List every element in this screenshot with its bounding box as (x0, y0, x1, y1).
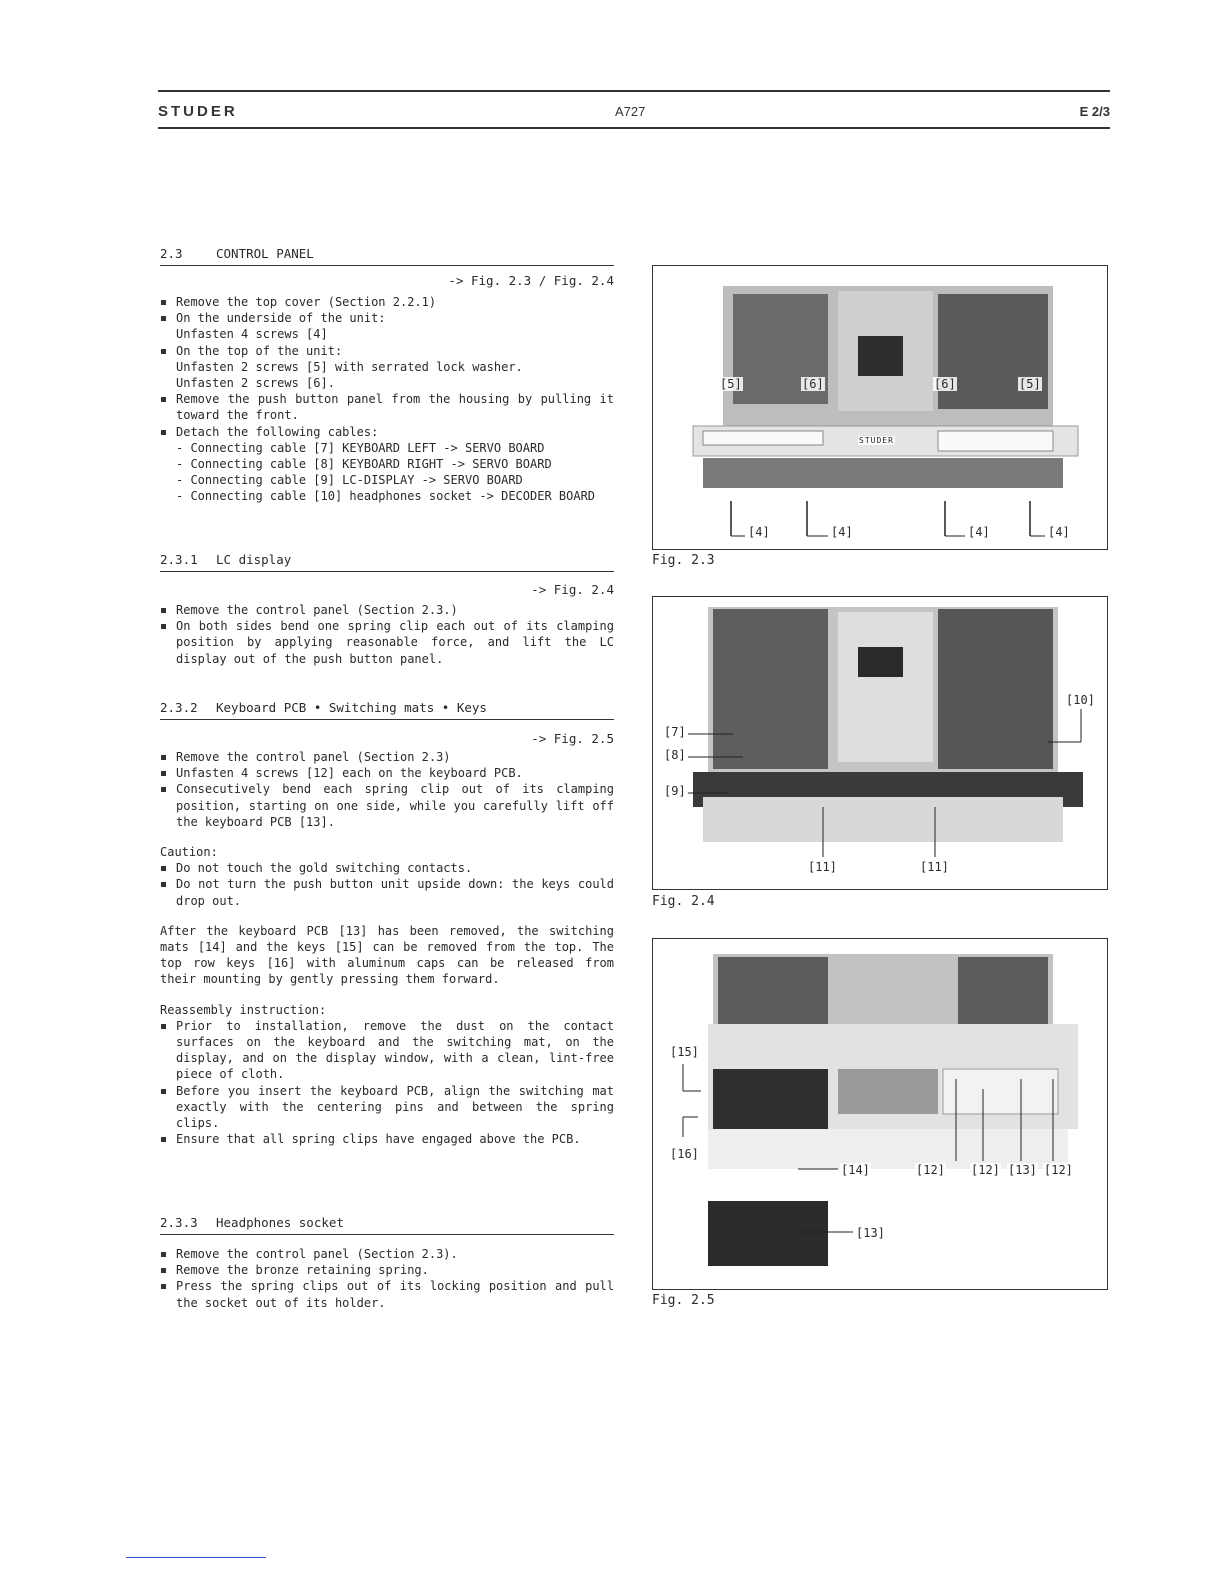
figure-2-5 (652, 938, 1108, 1290)
callout-label: [11] (808, 860, 837, 874)
section-number: 2.3.2 (160, 700, 198, 715)
figure-caption: Fig. 2.4 (652, 894, 715, 909)
item-text: Detach the following cables: (176, 424, 379, 439)
list-item: Remove the top cover (Section 2.2.1) (160, 294, 614, 310)
footer-link-line (126, 1557, 266, 1558)
section-number: 2.3.1 (160, 552, 198, 567)
section-2-3-body (160, 294, 614, 505)
list-item: Remove the bronze retaining spring. (160, 1262, 614, 1278)
list-item (160, 310, 614, 342)
section-title: CONTROL PANEL (216, 246, 314, 261)
reassembly-heading: Reassembly instruction: (160, 1002, 327, 1017)
callout-label: [10] (1066, 693, 1095, 707)
callout-label: [11] (920, 860, 949, 874)
list-item: Do not turn the push button unit upside down: the keys could drop out. (160, 876, 614, 908)
figure-2-3-photo (653, 266, 1107, 549)
list-item: On both sides bend one spring clip each out of its clamping position by applying reasonable force, and lift the LC display out of the push button panel. (160, 618, 614, 667)
cable-item: - Connecting cable [8] KEYBOARD RIGHT -> SERVO BOARD (176, 457, 552, 472)
header-bottom-rule (158, 127, 1110, 129)
callout-label: [9] (664, 784, 686, 798)
cable-item: - Connecting cable [7] KEYBOARD LEFT -> SERVO BOARD (176, 440, 545, 455)
callout-label: [4] (748, 525, 770, 539)
list-item (160, 424, 614, 505)
figure-reference: -> Fig. 2.3 / Fig. 2.4 (448, 273, 614, 288)
section-2-3-1-heading (160, 552, 614, 572)
caution-heading: Caution: (160, 845, 218, 860)
brand-logo: STUDER (158, 103, 238, 120)
callout-label: [12] (1044, 1163, 1073, 1177)
list-item: Ensure that all spring clips have engaged above the PCB. (160, 1131, 614, 1147)
callout-label: [8] (664, 748, 686, 762)
cable-item: - Connecting cable [10] headphones socket -> DECODER BOARD (176, 489, 596, 504)
item-subtext: Unfasten 4 screws [4] (176, 327, 328, 342)
callout-label: [13] (856, 1226, 885, 1240)
list-item: Consecutively bend each spring clip out of its clamping position, starting on one side, while you carefully lift off the keyboard PCB [13]. (160, 781, 614, 830)
callout-label: [6] (934, 377, 956, 391)
item-text: On the top of the unit: (176, 343, 343, 358)
figure-2-3 (652, 265, 1108, 550)
list-item: Press the spring clips out of its locking position and pull the socket out of its holder. (160, 1278, 614, 1310)
section-number: 2.3.3 (160, 1215, 198, 1230)
list-item: Do not touch the gold switching contacts. (160, 860, 614, 876)
figure-caption: Fig. 2.5 (652, 1293, 715, 1308)
section-2-3-3-body (160, 1246, 614, 1311)
list-item: Remove the push button panel from the housing by pulling it toward the front. (160, 391, 614, 423)
figure-2-4 (652, 596, 1108, 890)
figure-2-4-photo (653, 597, 1107, 889)
list-item: Prior to installation, remove the dust on the contact surfaces on the keyboard and the switching mat, on the display, and on the display window, with a clean, lint-free piece of cloth. (160, 1018, 614, 1083)
section-title: Keyboard PCB • Switching mats • Keys (216, 700, 487, 715)
section-title: LC display (216, 552, 292, 567)
figure-text: STUDER (859, 436, 894, 445)
callout-label: [15] (670, 1045, 699, 1059)
callout-label: [13] (1008, 1163, 1037, 1177)
figure-caption: Fig. 2.3 (652, 553, 715, 568)
figure-reference: -> Fig. 2.4 (531, 582, 614, 597)
header-top-rule (158, 90, 1110, 92)
figure-reference: -> Fig. 2.5 (531, 731, 614, 746)
callout-label: [4] (831, 525, 853, 539)
section-2-3-2-body (160, 749, 614, 1147)
item-subtext: Unfasten 2 screws [6]. (176, 376, 335, 391)
callout-label: [5] (720, 377, 742, 391)
callout-label: [7] (664, 725, 686, 739)
callout-label: [12] (971, 1163, 1000, 1177)
section-title: Headphones socket (216, 1215, 344, 1230)
paragraph: After the keyboard PCB [13] has been removed, the switching mats [14] and the keys [15] can be removed from the top. The top row keys [16] with aluminum caps can be released from their mounting by gently pressing them forward. (160, 923, 614, 987)
callout-label: [12] (916, 1163, 945, 1177)
callout-label: [6] (802, 377, 824, 391)
callout-label: [16] (670, 1147, 699, 1161)
page-number: E 2/3 (1079, 104, 1110, 119)
model-name: A727 (615, 104, 646, 119)
list-item: Remove the control panel (Section 2.3) (160, 749, 614, 765)
section-number: 2.3 (160, 246, 183, 261)
callout-label: [4] (968, 525, 990, 539)
cable-item: - Connecting cable [9] LC-DISPLAY -> SERVO BOARD (176, 473, 523, 488)
section-2-3-1-body (160, 602, 614, 667)
list-item: Remove the control panel (Section 2.3). (160, 1246, 614, 1262)
section-2-3-2-heading (160, 700, 614, 720)
list-item (160, 343, 614, 392)
item-subtext: Unfasten 2 screws [5] with serrated lock washer. (176, 359, 523, 374)
section-2-3-3-heading (160, 1215, 614, 1235)
list-item: Unfasten 4 screws [12] each on the keyboard PCB. (160, 765, 614, 781)
section-2-3-heading (160, 246, 614, 266)
item-text: On the underside of the unit: (176, 311, 386, 326)
list-item: Remove the control panel (Section 2.3.) (160, 602, 614, 618)
list-item: Before you insert the keyboard PCB, align the switching mat exactly with the centering pins and between the spring clips. (160, 1083, 614, 1132)
callout-label: [4] (1048, 525, 1070, 539)
callout-label: [5] (1019, 377, 1041, 391)
callout-label: [14] (841, 1163, 870, 1177)
